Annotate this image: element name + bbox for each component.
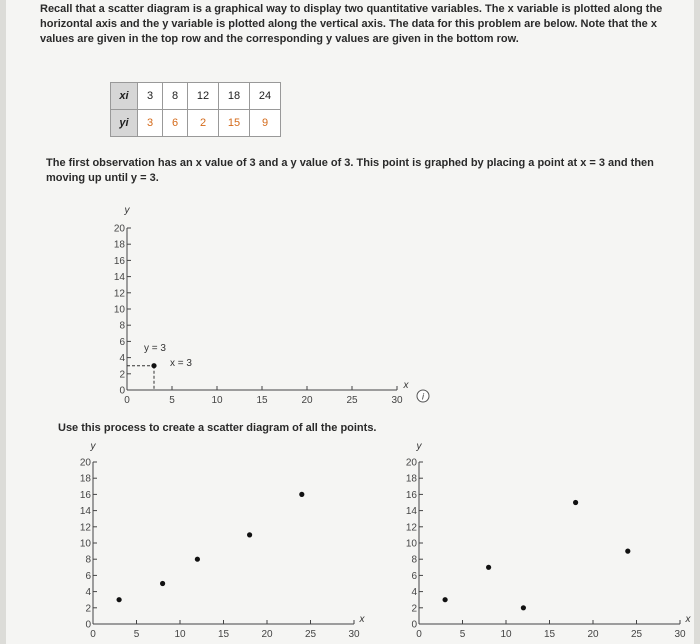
y-tick-label: 2 xyxy=(119,369,125,381)
x-tick-label: 15 xyxy=(217,629,230,640)
y-tick-label: 8 xyxy=(85,554,91,566)
y-tick-label: 12 xyxy=(79,522,91,534)
x-tick-label: 30 xyxy=(674,629,686,640)
y-tick-label: 20 xyxy=(79,457,91,469)
data-point xyxy=(486,565,491,570)
x-tick-label: 0 xyxy=(416,629,422,640)
y-tick-label: 10 xyxy=(405,538,417,550)
y-cell: 2 xyxy=(188,110,219,137)
x-tick-label: 5 xyxy=(459,629,466,640)
x-tick-label: 25 xyxy=(304,629,317,640)
x-tick-label: 15 xyxy=(543,629,556,640)
annotation-x: x = 3 xyxy=(170,358,192,369)
x-cell: 24 xyxy=(250,83,281,110)
y-tick-label: 10 xyxy=(79,538,91,550)
y-tick-label: 4 xyxy=(85,587,91,599)
x-cell: 18 xyxy=(219,83,250,110)
x-tick-label: 20 xyxy=(261,629,273,640)
x-tick-label: 0 xyxy=(90,629,96,640)
y-tick-label: 2 xyxy=(85,603,91,615)
y-cell: 15 xyxy=(219,110,250,137)
data-point xyxy=(521,605,526,610)
y-tick-label: 0 xyxy=(411,619,417,631)
y-cell: 3 xyxy=(138,110,163,137)
y-tick-label: 0 xyxy=(119,385,125,397)
y-tick-label: 16 xyxy=(79,489,91,501)
x-tick-label: 5 xyxy=(169,395,175,406)
x-tick-label: 0 xyxy=(124,395,130,406)
data-point xyxy=(573,500,578,505)
y-tick-label: 0 xyxy=(85,619,91,631)
x-tick-label: 20 xyxy=(301,395,313,406)
x-cell: 12 xyxy=(188,83,219,110)
data-point xyxy=(625,549,630,554)
y-tick-label: 12 xyxy=(113,288,125,300)
y-tick-label: 12 xyxy=(405,522,417,534)
y-tick-label: 2 xyxy=(411,603,417,615)
y-tick-label: 4 xyxy=(411,587,417,599)
y-axis-label: y xyxy=(416,441,422,452)
x-tick-label: 15 xyxy=(256,395,268,406)
x-cell: 3 xyxy=(138,83,163,110)
y-tick-label: 8 xyxy=(119,320,125,332)
y-tick-label: 14 xyxy=(79,506,91,518)
x-tick-label: 5 xyxy=(133,629,140,640)
y-tick-label: 10 xyxy=(113,304,125,316)
x-tick-label: 25 xyxy=(346,395,358,406)
x-axis-label: x xyxy=(403,380,409,391)
y-header-label: yi xyxy=(119,117,129,129)
y-tick-label: 16 xyxy=(113,255,125,267)
chart-area xyxy=(406,441,692,640)
y-tick-label: 6 xyxy=(85,570,91,582)
y-cell: 6 xyxy=(163,110,188,137)
y-tick-label: 20 xyxy=(405,457,417,469)
annotation-y: y = 3 xyxy=(144,343,166,354)
y-tick-label: 14 xyxy=(113,272,125,284)
y-tick-label: 18 xyxy=(79,473,91,485)
y-tick-label: 8 xyxy=(411,554,417,566)
x-tick-label: 10 xyxy=(174,629,186,640)
x-tick-label: 30 xyxy=(391,395,403,406)
y-tick-label: 18 xyxy=(405,473,417,485)
y-tick-label: 4 xyxy=(119,353,125,365)
y-tick-label: 18 xyxy=(113,239,125,251)
y-tick-label: 14 xyxy=(405,506,417,518)
process-text: Use this process to create a scatter diagram of all the points. xyxy=(58,422,377,434)
y-tick-label: 20 xyxy=(113,223,125,235)
y-cell: 9 xyxy=(250,110,281,137)
y-tick-label: 6 xyxy=(119,336,125,348)
intro-text: Recall that a scatter diagram is a graphical way to display two quantitative variables. The x variable is plotted along the horizontal axis and the y variable is plotted along the vertical axis. The data for this problem are below. Note that the x values are given in the top row and the corresponding y values are given in the bottom row. xyxy=(40,3,663,45)
y-axis-label: y xyxy=(124,205,130,216)
y-axis-label: y xyxy=(90,441,96,452)
x-tick-label: 10 xyxy=(211,395,223,406)
y-tick-label: 16 xyxy=(405,489,417,501)
y-tick-label: 6 xyxy=(411,570,417,582)
x-tick-label: 30 xyxy=(348,629,360,640)
first-observation-text: The first observation has an x value of 3 and a y value of 3. This point is graphed by placing a point at x = 3 and then moving up until y = 3. xyxy=(46,157,654,184)
x-tick-label: 10 xyxy=(500,629,512,640)
x-cell: 8 xyxy=(163,83,188,110)
x-axis-label: x xyxy=(359,614,365,625)
x-axis-label: x xyxy=(685,614,691,625)
x-tick-label: 25 xyxy=(630,629,643,640)
svg-text:i: i xyxy=(422,391,424,402)
x-header-label: xi xyxy=(119,90,129,102)
x-tick-label: 20 xyxy=(587,629,599,640)
data-point xyxy=(443,597,448,602)
